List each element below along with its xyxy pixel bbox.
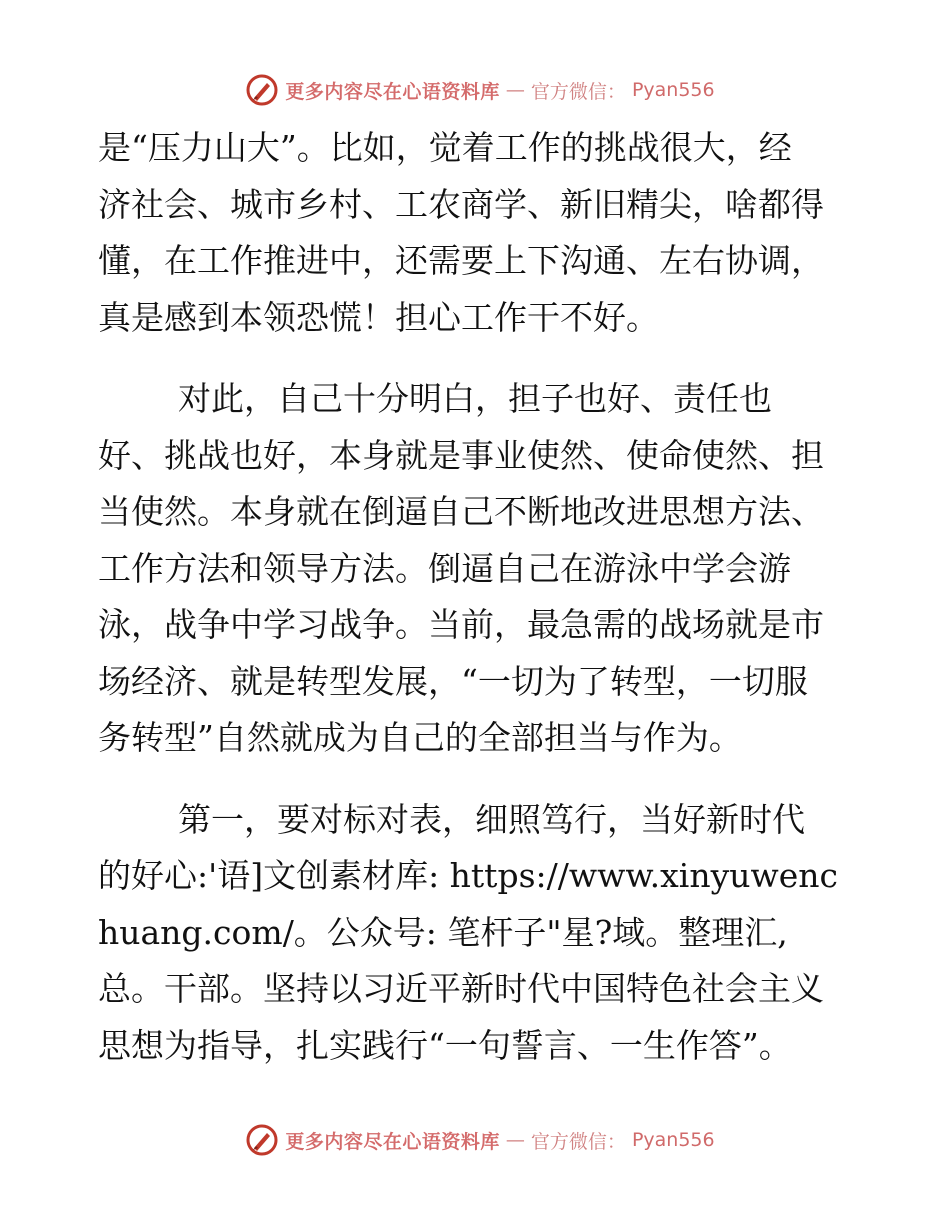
paragraph	[98, 371, 858, 767]
pen-logo-icon	[245, 1123, 279, 1157]
text-line: 总。干部。坚持以习近平新时代中国特色社会主义	[98, 969, 824, 1008]
footer-banner	[0, 1120, 950, 1160]
text-line: 济社会、城市乡村、工农商学、新旧精尖，啥都得	[98, 184, 824, 224]
header-banner	[0, 70, 950, 110]
header-banner-content	[245, 73, 714, 107]
banner-main-text: 更多内容尽在心语资料库	[285, 1130, 500, 1153]
text-line: 泳，战争中学习战争。当前，最急需的战场就是市	[98, 605, 824, 644]
text-line: 第一，要对标对表，细照笃行，当好新时代	[178, 799, 805, 839]
banner-wechat-id: Pyan556	[631, 1129, 715, 1151]
text-line: 务转型”自然就成为自己的全部担当与作为。	[98, 718, 742, 757]
text-line: 的好心:'语]文创素材库: https://www.xinyuwenc	[98, 856, 839, 895]
text-line: 真是感到本领恐慌！担心工作干不好。	[98, 297, 659, 337]
document-body	[98, 120, 858, 1074]
text-line: huang.com/。公众号: 笔杆子"星?域。整理汇,	[98, 912, 788, 952]
text-line: 当使然。本身就在倒逼自己不断地改进思想方法、	[98, 492, 824, 531]
text-line: 对此，自己十分明白，担子也好、责任也	[178, 379, 772, 418]
text-line: 工作方法和领导方法。倒逼自己在游泳中学会游	[98, 548, 791, 588]
pen-logo-icon	[245, 73, 279, 107]
banner-separator: —	[505, 1129, 525, 1151]
text-line: 场经济、就是转型发展，“一切为了转型，一切服	[98, 661, 808, 701]
text-line: 懂，在工作推进中，还需要上下沟通、左右协调，	[98, 241, 824, 280]
text-line: 思想为指导，扎实践行“一句誓言、一生作答”。	[98, 1025, 792, 1065]
text-line: 好、挑战也好，本身就是事业使然、使命使然、担	[98, 435, 824, 475]
banner-main-text: 更多内容尽在心语资料库	[285, 80, 500, 103]
banner-wechat-label: 官方微信：	[530, 1130, 626, 1153]
text-line: 是“压力山大”。比如，觉着工作的挑战很大，经	[98, 128, 792, 167]
paragraph	[98, 120, 858, 346]
banner-wechat-label: 官方微信：	[530, 80, 626, 103]
footer-banner-content	[245, 1123, 714, 1157]
paragraph	[98, 792, 858, 1075]
banner-wechat-id: Pyan556	[631, 79, 715, 101]
banner-separator: —	[505, 79, 525, 101]
